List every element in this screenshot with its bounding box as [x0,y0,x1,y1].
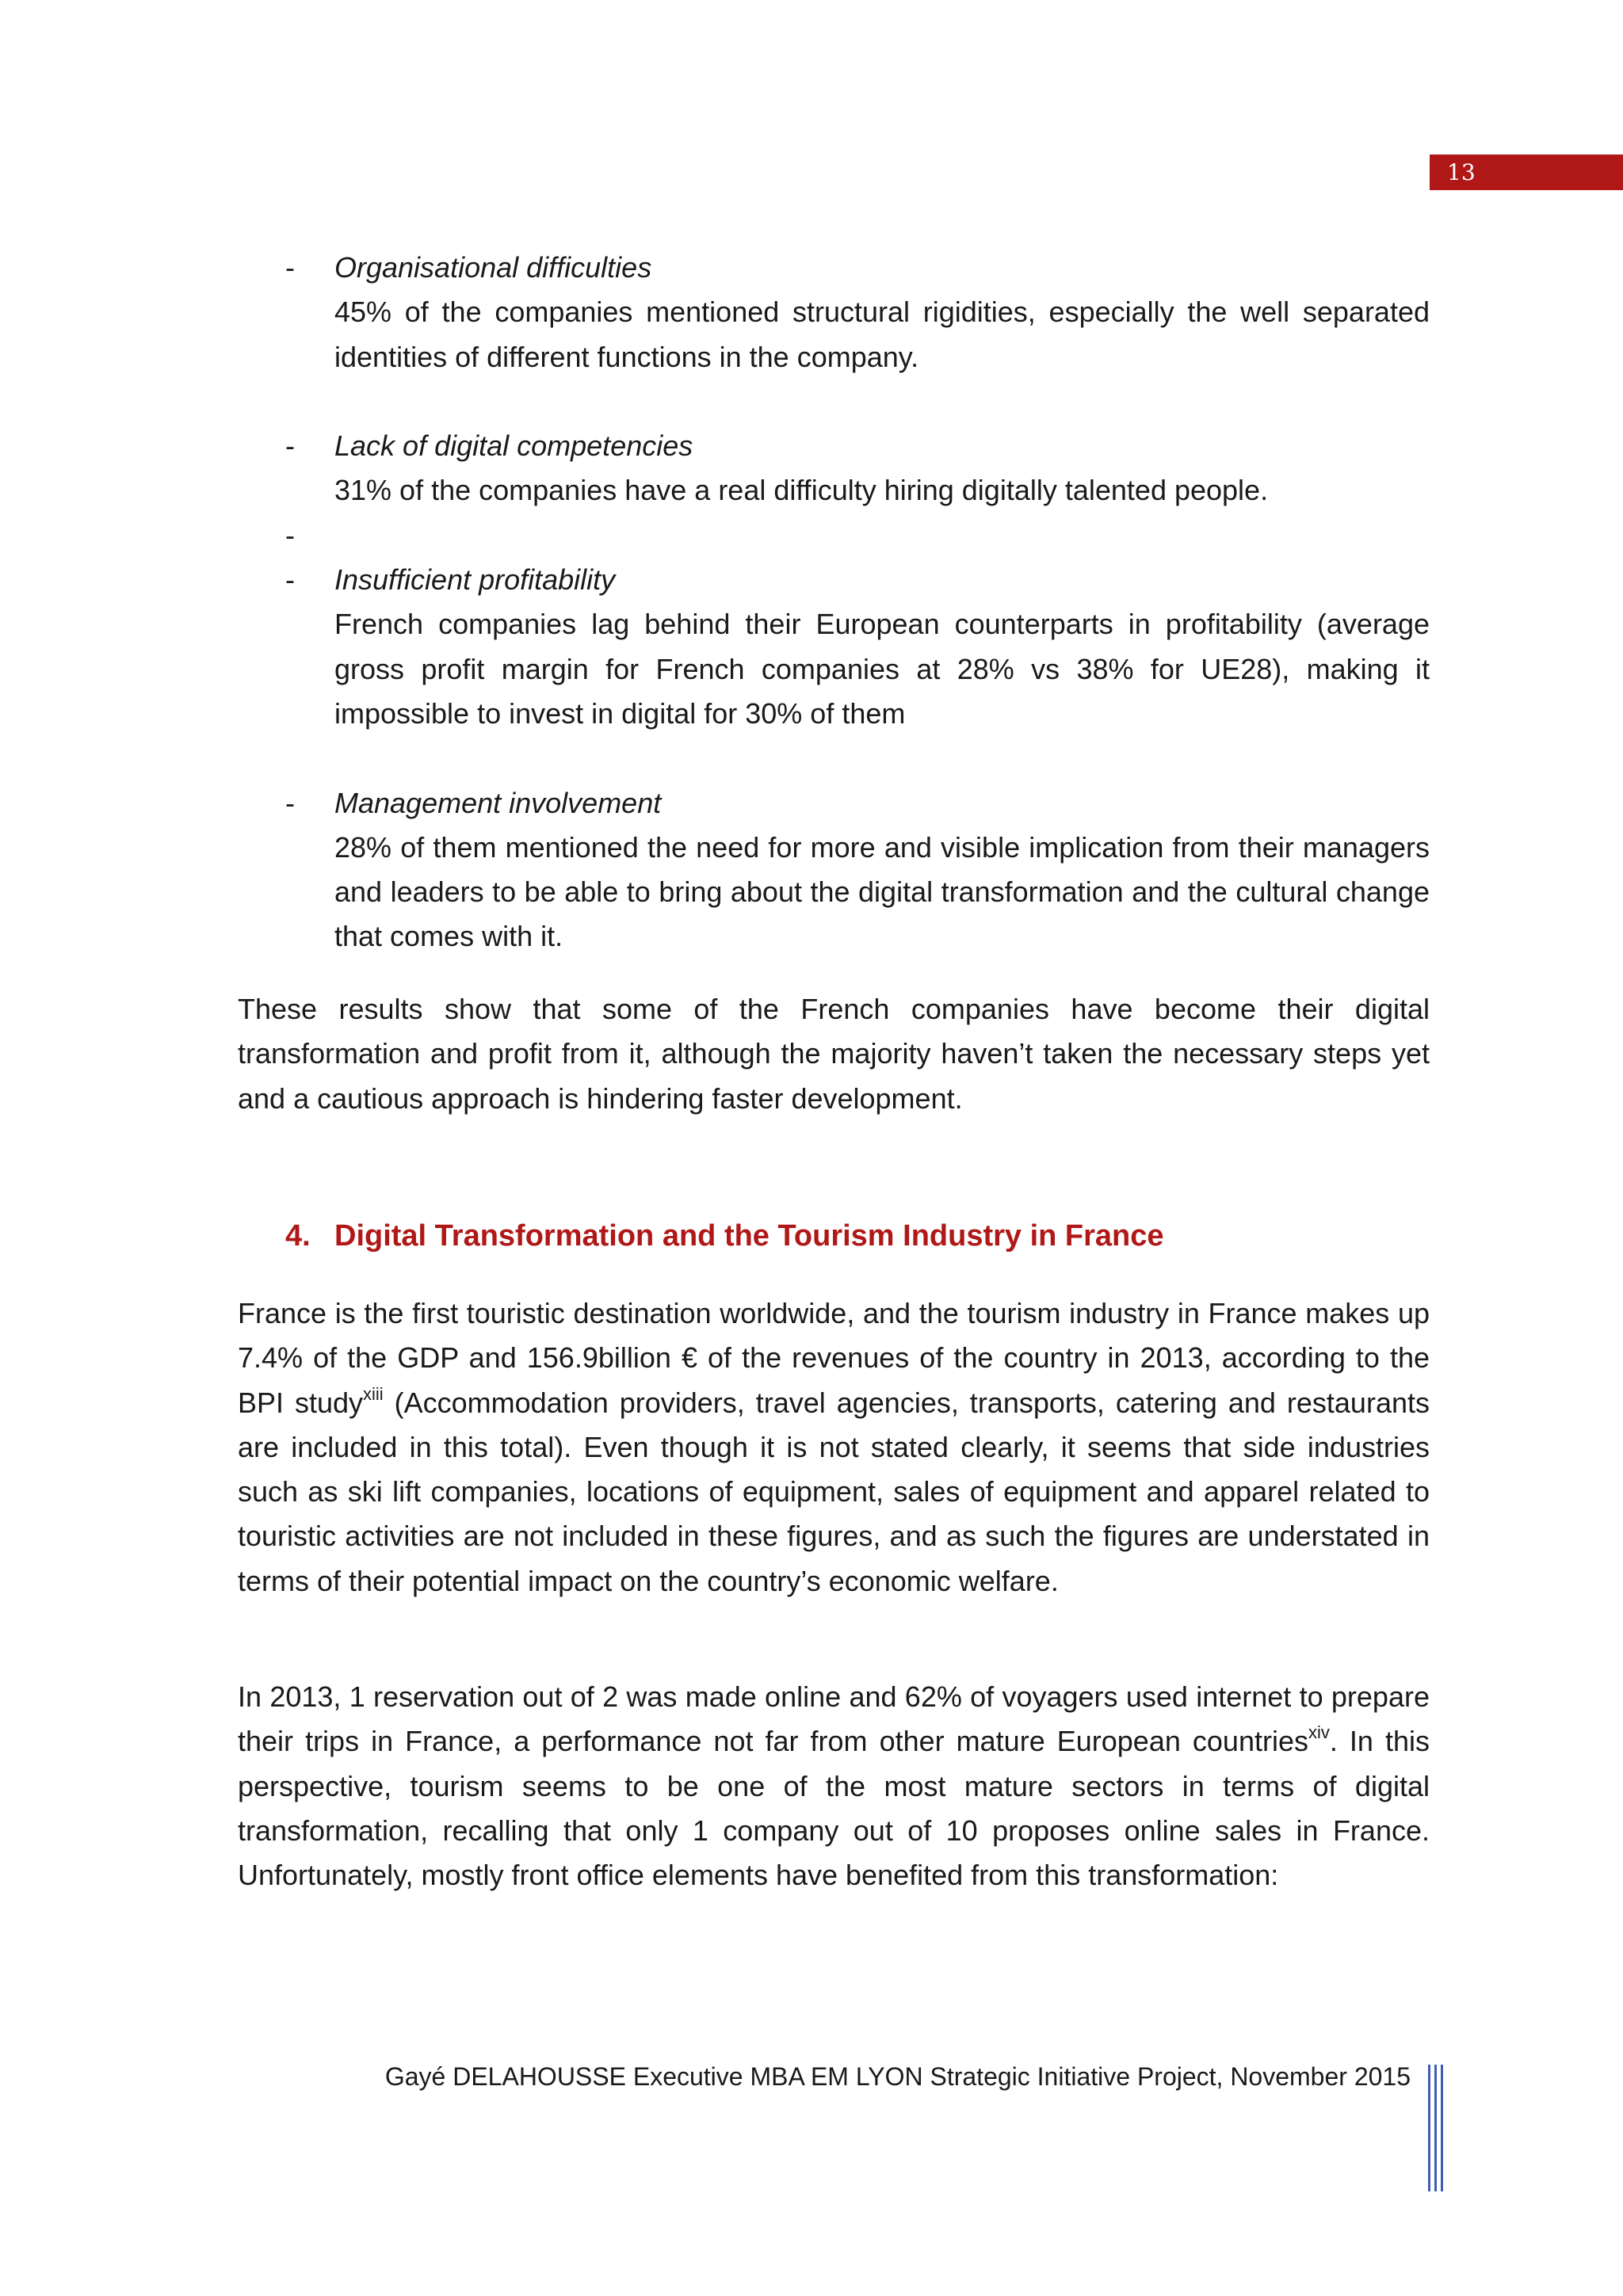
bullet-dash: - [285,563,295,597]
bullet-body: French companies lag behind their European counterparts in profitability (average gross profit margin for French companies at 28% vs 38% for UE28), making it impossible to invest in digital for 30% of them [334,608,1430,730]
results-paragraph: These results show that some of the French companies have become their digital transformation and profit from it, although the majority haven’t taken the necessary steps yet and a cautious approach is hindering faster development. [238,993,1430,1115]
list-item [285,781,1430,959]
list-item [285,558,1430,736]
bullet-title: Insufficient profitability [334,563,616,597]
tourism-paragraph-1: France is the first touristic destination worldwide, and the tourism industry in France makes up 7.4% of the GDP and 156.9billion € of the revenues of the country in 2013, according to the BPI study$^{xiii}$ (Accommodation providers, travel agencies, transports, catering and restaurants are included in this total). Even though it is not stated clearly, it seems that side industries such as ski lift companies, locations of equipment, sales of equipment and apparel related to touristic activities are not included in these figures, and as such the figures are understated in terms of their potential impact on the country’s economic welfare. [238,1297,1430,1597]
bullet-title: Lack of digital competencies [334,429,693,463]
bullet-dash: - [285,251,295,284]
footer-rule [1434,2065,1437,2191]
bullet-title: Management involvement [334,786,662,819]
bullet-dash: - [285,786,295,819]
challenges-list [285,246,1430,959]
bullet-title: Organisational difficulties [334,251,652,284]
bullet-dash: - [285,518,295,551]
section-heading [285,1214,1164,1258]
footer-text: Gayé DELAHOUSSE Executive MBA EM LYON Strategic Initiative Project, November 2015 [384,2062,1411,2091]
bullet-body: 31% of the companies have a real difficulty hiring digitally talented people. [334,474,1269,507]
section-number: 4. [285,1219,311,1253]
footnote-ref-xiv[interactable]: xiv [1308,1722,1330,1743]
tourism-paragraph-2: In 2013, 1 reservation out of 2 was made online and 62% of voyagers used internet to prepare their trips in France, a performance not far from other mature European countries$^{xiv}$. In this perspective, tourism seems to be one of the most mature sectors in terms of digital transformation, recalling that only 1 company out of 10 proposes online sales in France. Unfortunately, mostly front office elements have benefited from this transformation: [238,1680,1430,1892]
bullet-dash: - [285,429,295,463]
footnote-ref-xiii[interactable]: xiii [363,1383,384,1404]
list-item [285,246,1430,379]
bullet-body: 45% of the companies mentioned structural rigidities, especially the well separated identities of different functions in the company. [334,296,1430,373]
footer-rule [1441,2065,1443,2191]
bullet-body: 28% of them mentioned the need for more and visible implication from their managers and leaders to be able to bring about the digital transformation and the cultural change that comes with it. [334,830,1430,953]
footer-rule [1428,2065,1430,2191]
section-title: Digital Transformation and the Tourism Industry in France [334,1219,1164,1253]
list-item [285,424,1430,513]
empty-list-item [285,513,1430,558]
page-number: 13 [1447,159,1476,185]
